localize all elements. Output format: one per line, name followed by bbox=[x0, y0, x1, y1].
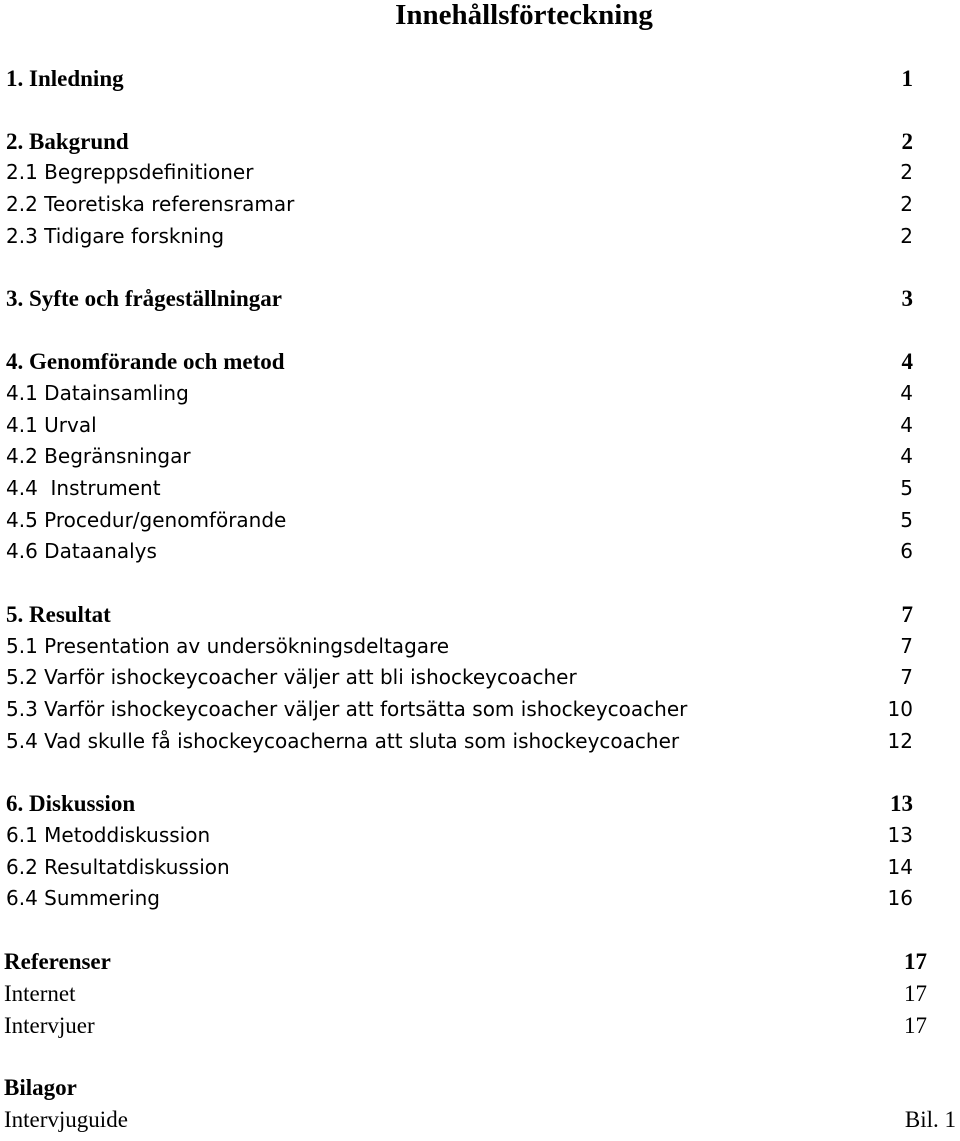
toc-entry-page: 2 bbox=[900, 160, 913, 185]
toc-entry[interactable] bbox=[0, 1010, 960, 1042]
toc-section-appendix bbox=[0, 1072, 960, 1135]
toc-entry[interactable] bbox=[0, 505, 960, 537]
toc-section-4 bbox=[0, 346, 960, 568]
toc-heading[interactable] bbox=[0, 283, 960, 315]
toc-entry-page: 2 bbox=[900, 192, 913, 217]
toc-entry[interactable] bbox=[0, 662, 960, 694]
toc-heading-page: 13 bbox=[890, 791, 913, 817]
toc-entry[interactable] bbox=[0, 726, 960, 758]
toc-entry-label: 5.2 Varför ishockeycoacher väljer att bli ishockeycoacher bbox=[6, 665, 577, 690]
toc-entry[interactable] bbox=[0, 883, 960, 915]
toc-heading-label: Bilagor bbox=[4, 1075, 77, 1101]
toc-entry[interactable] bbox=[0, 631, 960, 663]
toc-entry-page: 14 bbox=[887, 854, 913, 879]
toc-entry-page: 12 bbox=[887, 728, 913, 753]
toc-heading-page: 2 bbox=[901, 128, 913, 154]
toc-entry-label: Intervjuguide bbox=[4, 1106, 128, 1132]
toc-heading[interactable] bbox=[0, 946, 960, 978]
toc-heading[interactable] bbox=[0, 788, 960, 820]
toc-entry[interactable] bbox=[0, 473, 960, 505]
toc-entry[interactable] bbox=[0, 694, 960, 726]
toc-heading-label: 4. Genomförande och metod bbox=[6, 349, 285, 375]
toc-section-2 bbox=[0, 126, 960, 253]
toc-entry-page: 2 bbox=[900, 223, 913, 248]
toc-entry-page: 16 bbox=[887, 886, 913, 911]
toc-entry-label: 6.2 Resultatdiskussion bbox=[6, 854, 230, 879]
toc-entry-label: 4.1 Datainsamling bbox=[6, 380, 189, 405]
toc-section-1 bbox=[0, 63, 960, 95]
toc-entry-page: 17 bbox=[904, 980, 927, 1006]
toc-entry-label: 4.6 Dataanalys bbox=[6, 539, 157, 564]
toc-entry-label: Intervjuer bbox=[4, 1012, 95, 1038]
toc-heading-page: 3 bbox=[901, 286, 913, 312]
toc-entry-page: 17 bbox=[904, 1012, 927, 1038]
table-of-contents bbox=[0, 63, 960, 1136]
toc-heading[interactable] bbox=[0, 63, 960, 95]
toc-entry-page: 6 bbox=[900, 539, 913, 564]
toc-entry-label: 4.1 Urval bbox=[6, 412, 97, 437]
toc-entry[interactable] bbox=[0, 221, 960, 253]
toc-entry-label: 5.4 Vad skulle få ishockeycoacherna att sluta som ishockeycoacher bbox=[6, 728, 680, 753]
toc-entry-label: 4.4 Instrument bbox=[6, 475, 161, 500]
toc-entry-page: 5 bbox=[900, 475, 913, 500]
toc-heading-label: 1. Inledning bbox=[6, 66, 124, 91]
toc-heading[interactable] bbox=[0, 126, 960, 158]
toc-entry-page: 10 bbox=[887, 697, 913, 721]
toc-entry-page: 4 bbox=[900, 444, 913, 469]
toc-entry-page: 7 bbox=[900, 633, 913, 658]
toc-heading-page: 4 bbox=[901, 349, 913, 375]
toc-entry-page: 7 bbox=[900, 665, 913, 690]
toc-entry-label: 5.1 Presentation av undersökningsdeltagare bbox=[6, 633, 450, 658]
toc-entry-page: 13 bbox=[887, 823, 913, 848]
toc-entry-page: Bil. 1 bbox=[904, 1106, 956, 1132]
toc-entry-label: 2.2 Teoretiska referensramar bbox=[6, 192, 295, 217]
toc-heading-page: 1 bbox=[901, 66, 913, 91]
toc-heading[interactable] bbox=[0, 1072, 960, 1104]
page-title: Innehållsförteckning bbox=[395, 0, 653, 31]
toc-entry[interactable] bbox=[0, 441, 960, 473]
toc-entry-label: 4.5 Procedur/genomförande bbox=[6, 507, 287, 532]
toc-entry-label: 6.4 Summering bbox=[6, 886, 160, 911]
toc-heading[interactable] bbox=[0, 599, 960, 631]
toc-entry[interactable] bbox=[0, 978, 960, 1010]
toc-entry[interactable] bbox=[0, 820, 960, 852]
toc-entry[interactable] bbox=[0, 410, 960, 442]
toc-entry-label: 5.3 Varför ishockeycoacher väljer att fortsätta som ishockeycoacher bbox=[6, 697, 688, 721]
toc-heading-label: 2. Bakgrund bbox=[6, 128, 129, 154]
toc-entry-label: Internet bbox=[4, 980, 76, 1006]
toc-entry[interactable] bbox=[0, 852, 960, 884]
toc-entry-page: 5 bbox=[900, 507, 913, 532]
toc-heading-label: 5. Resultat bbox=[6, 601, 111, 627]
toc-entry-label: 2.3 Tidigare forskning bbox=[6, 223, 225, 248]
toc-section-3 bbox=[0, 283, 960, 315]
toc-heading[interactable] bbox=[0, 346, 960, 378]
toc-heading-label: 3. Syfte och frågeställningar bbox=[6, 286, 282, 312]
toc-entry[interactable] bbox=[0, 536, 960, 568]
toc-entry[interactable] bbox=[0, 157, 960, 189]
toc-heading-page: 7 bbox=[901, 601, 913, 627]
toc-entry-label: 6.1 Metoddiskussion bbox=[6, 823, 211, 848]
toc-section-6 bbox=[0, 788, 960, 915]
toc-heading-label: 6. Diskussion bbox=[6, 791, 136, 817]
toc-entry[interactable] bbox=[0, 1104, 960, 1136]
toc-heading-label: Referenser bbox=[4, 949, 111, 975]
toc-heading-page: 17 bbox=[904, 949, 927, 975]
toc-entry-label: 4.2 Begränsningar bbox=[6, 444, 191, 469]
toc-entry-page: 4 bbox=[900, 380, 913, 405]
toc-section-references bbox=[0, 946, 960, 1041]
toc-entry-page: 4 bbox=[900, 412, 913, 437]
toc-entry-label: 2.1 Begreppsdefinitioner bbox=[6, 160, 254, 185]
toc-section-5 bbox=[0, 599, 960, 757]
toc-entry[interactable] bbox=[0, 189, 960, 221]
toc-entry[interactable] bbox=[0, 378, 960, 410]
